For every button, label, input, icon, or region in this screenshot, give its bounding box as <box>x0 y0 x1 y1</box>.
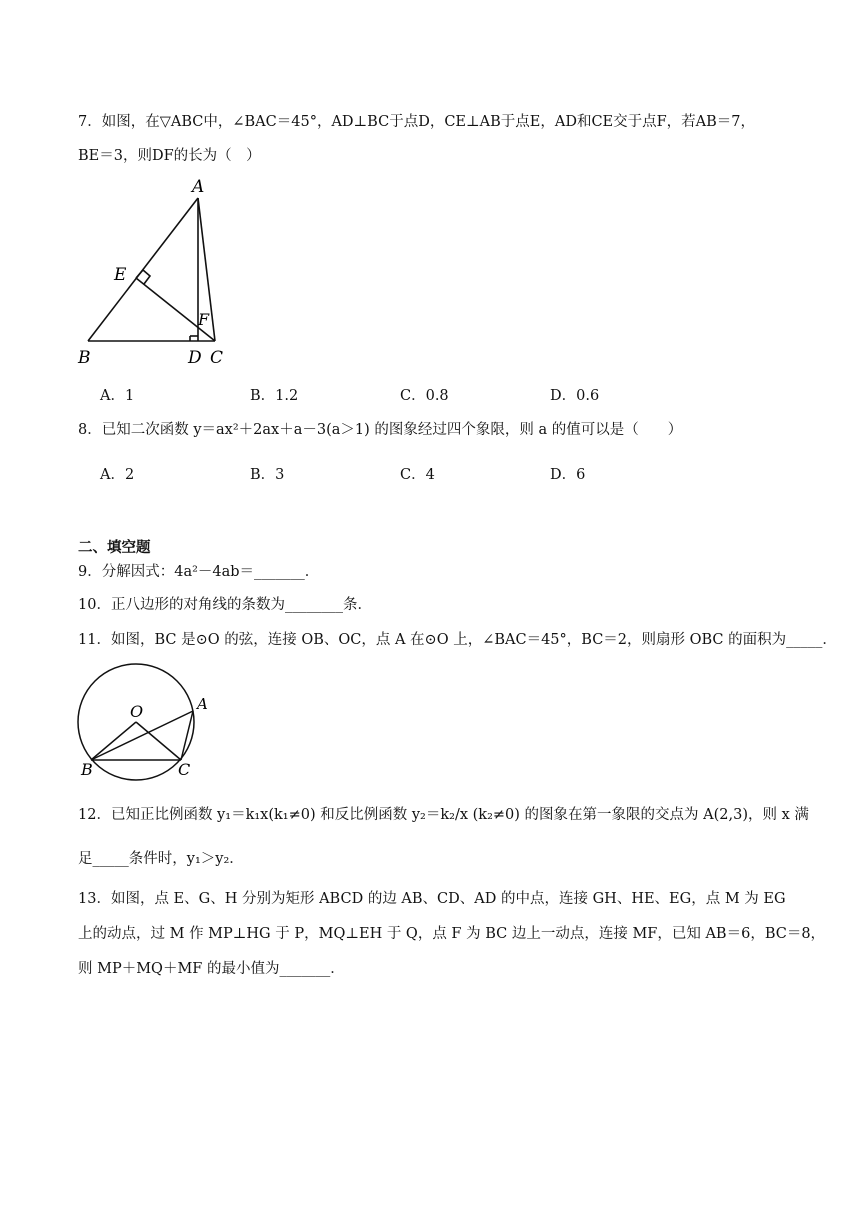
q7-label-C: C <box>210 348 224 368</box>
q8-options <box>100 463 700 484</box>
q7-label-B: B <box>78 348 91 368</box>
q7-label-E: E <box>114 265 127 285</box>
q7-text-line2: BE＝3，则DF的长为（ ） <box>78 148 261 164</box>
q11-label-C: C <box>178 760 191 779</box>
q12-text-line1: 12．已知正比例函数 y₁＝k₁x(k₁≠0) 和反比例函数 y₂＝k₂/x (k₂≠0) 的图象在第一象限的交点为 A(2,3)，则 x 满 <box>78 807 809 823</box>
q7-option-d: D．0.6 <box>550 388 600 404</box>
q7-label-D: D <box>188 348 202 368</box>
q7-text-line1: 7．如图，在▽ABC中，∠BAC＝45°，AD⊥BC于点D，CE⊥AB于点E，AD和CE交于点F，若AB＝7， <box>78 114 756 130</box>
q11-text: 11．如图，BC 是⊙O 的弦，连接 OB、OC，点 A 在⊙O 上，∠BAC＝45°，BC＝2，则扇形 OBC 的面积为_____． <box>78 632 837 648</box>
q12-text-line2: 足_____条件时，y₁＞y₂． <box>78 851 244 867</box>
q13-text-line3: 则 MP＋MQ＋MF 的最小值为_______． <box>78 961 345 977</box>
q8-option-b: B．3 <box>250 467 285 483</box>
q13-text-line1: 13．如图，点 E、G、H 分别为矩形 ABCD 的边 AB、CD、AD 的中点，连接 GH、HE、EG，点 M 为 EG <box>78 891 786 907</box>
q8-option-c: C．4 <box>400 467 435 483</box>
q7-label-A: A <box>192 177 205 197</box>
q7-option-b: B．1.2 <box>250 388 299 404</box>
q10-text: 10．正八边形的对角线的条数为________条． <box>78 597 372 613</box>
q13-text-line2: 上的动点，过 M 作 MP⊥HG 于 P，MQ⊥EH 于 Q，点 F 为 BC 边上一动点，连接 MF，已知 AB＝6，BC＝8， <box>78 926 826 942</box>
q8-text: 8．已知二次函数 y＝ax²＋2ax＋a－3(a＞1) 的图象经过四个象限，则 a 的值可以是（ ） <box>78 422 683 438</box>
q8-option-a: A．2 <box>100 467 135 483</box>
q11-circle-figure <box>70 660 220 785</box>
q7-options <box>100 384 700 405</box>
q7-triangle-figure <box>70 170 240 370</box>
q8-option-d: D．6 <box>550 467 586 483</box>
q7-option-a: A．1 <box>100 388 135 404</box>
q7-option-c: C．0.8 <box>400 388 449 404</box>
q11-label-A: A <box>197 695 208 713</box>
q9-text: 9．分解因式：4a²－4ab＝_______． <box>78 564 320 580</box>
q11-label-O: O <box>130 702 144 721</box>
q11-label-B: B <box>81 760 93 779</box>
q7-label-F: F <box>198 310 210 329</box>
section-heading: 二、填空题 <box>78 540 151 556</box>
